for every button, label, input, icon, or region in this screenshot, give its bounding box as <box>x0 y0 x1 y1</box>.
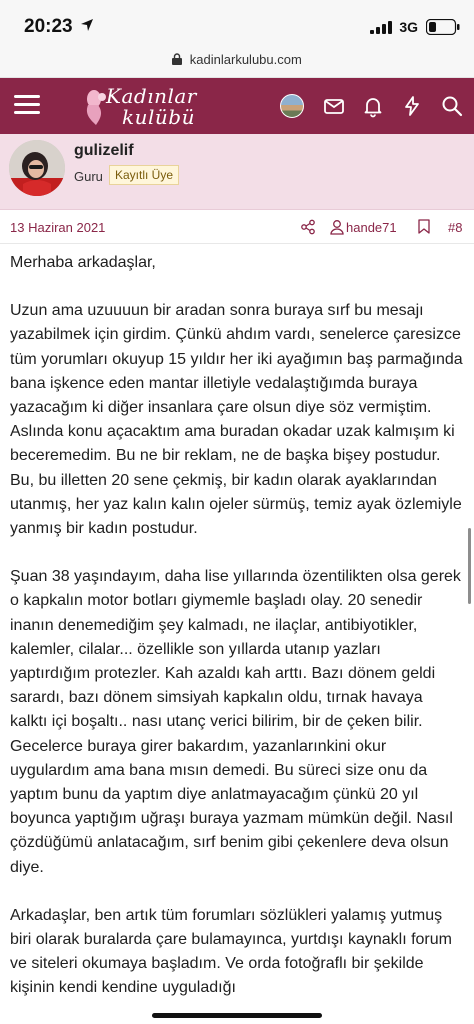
quoted-author-link[interactable]: hande71 <box>346 220 397 235</box>
bookmark-icon[interactable] <box>418 219 430 234</box>
url-text: kadinlarkulubu.com <box>189 52 302 67</box>
post-date[interactable]: 13 Haziran 2021 <box>10 220 106 235</box>
post-paragraph: Uzun ama uzuuuun bir aradan sonra buraya sırf bu mesajı yazabilmek için girdim. Çünkü ahdım vardı, senelerce çaresizce tüm yorumları okuyup 15 yıldır her iki ayağımın baş parmağında bana işkence eden mantar illetiyle vedalaştığımda buraya yazacağım ki diğer insanlara çare olsun diye söz vermiştim. Aslında konu açacaktım ama buradan okadar uzak kalmışım ki beceremedim. Bu ne bir reklam, ne de başka bişey postudur. Bu, bu illetten 20 sene çekmiş, bir kadın olarak ayaklarından utanmış, her yaz kalın kalın ojeler sürmüş, temiz ayak özlemiyle yanmış bir kadın postudur. <box>10 302 463 538</box>
post-paragraph: Arkadaşlar, ben artık tüm forumları sözlükleri yalamış yutmuş biri olarak buralarda çare bulamayınca, yurtdışı kaynaklı forum ve siteleri okumaya başladım. Ve orda fotoğraflı bir şekilde kişinin kendi kendine uyguladığı <box>10 906 452 997</box>
home-indicator[interactable] <box>152 1013 322 1018</box>
user-avatar-image <box>9 140 65 196</box>
username[interactable]: gulizelif <box>74 142 134 159</box>
post-body <box>0 244 474 1001</box>
signal-icon <box>370 21 392 34</box>
post-user-block <box>0 134 474 210</box>
location-arrow-icon <box>80 18 94 32</box>
post-paragraph: Şuan 38 yaşındayım, daha lise yıllarında özentilikten olsa gerek o kapkalın motor botları giymemle başladı olay. 20 senedir inanın denemediğim şey kalmadı, ne ilaçlar, antibiyotikler, kalemler, cilalar... özellikle son yıllarda utanıp yazları yaptırdığım protezler. Kah azaldı kah arttı. Bazı dönem geldi sarardı, bazı dönem simsiyah kapkalın oldu, tırnak havaya kalktı içi boşaltı.. nası utanç verici bilirim, bir de çeken bilir. Gecelerce buraya girer bakardım, yazanlarınkini okur uygulardım ama bana mısın demedi. Bu süreci size onu da yaptım bunu da yaptım diye anlatmayacağım çünkü 20 yıl boyunca yaptığım uğraşı buraya yazmam mümkün değil. Nasıl çözdüğümü anlatacağım, sırf benim gibi çekenlere deva olsun diye. <box>10 568 461 876</box>
scrollbar[interactable] <box>468 528 471 604</box>
user-role: Guru <box>74 169 103 184</box>
bell-icon[interactable] <box>361 94 385 118</box>
account-avatar[interactable] <box>280 94 304 118</box>
post-number[interactable]: #8 <box>448 220 463 235</box>
user-badge: Kayıtlı Üye <box>109 165 179 185</box>
post-paragraph: Merhaba arkadaşlar, <box>10 254 156 271</box>
status-bar <box>0 0 474 50</box>
search-icon[interactable] <box>440 94 464 118</box>
user-icon <box>330 219 344 235</box>
lock-icon <box>172 53 182 65</box>
battery-icon <box>426 19 460 35</box>
share-icon[interactable] <box>300 219 316 235</box>
user-avatar[interactable] <box>9 140 65 196</box>
site-header <box>0 78 474 134</box>
status-time: 20:23 <box>24 16 73 37</box>
network-type: 3G <box>399 19 418 35</box>
logo-text-line1: Kadınlar <box>106 84 197 108</box>
mail-icon[interactable] <box>322 94 346 118</box>
post-meta-bar <box>0 210 474 244</box>
site-logo[interactable] <box>82 83 202 129</box>
url-bar[interactable] <box>0 50 474 78</box>
logo-text-line2: kulübü <box>122 105 195 129</box>
menu-icon[interactable] <box>14 95 40 115</box>
bolt-icon[interactable] <box>400 94 424 118</box>
